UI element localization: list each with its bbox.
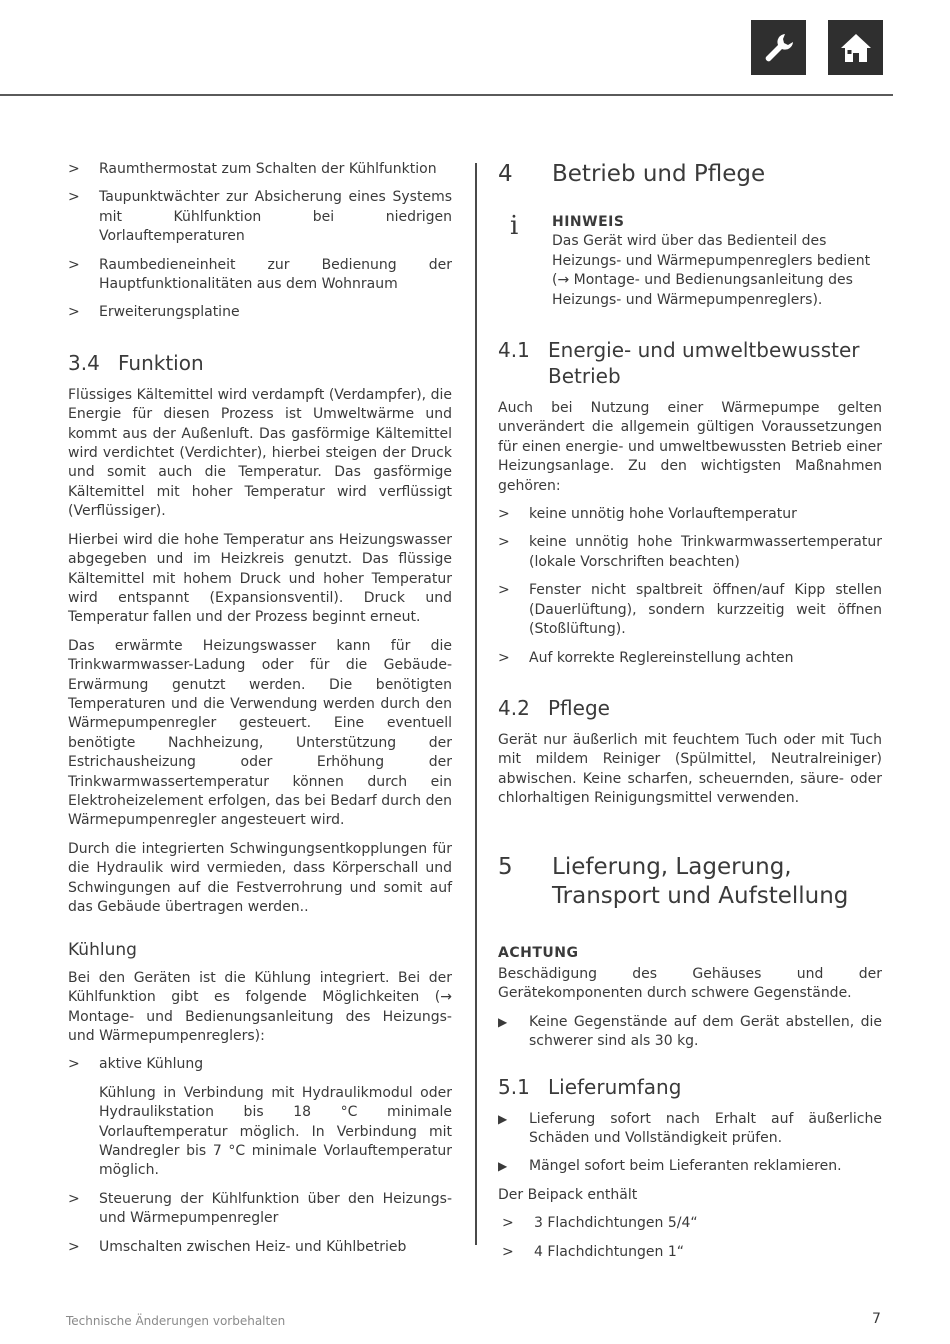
list-item: > Fenster nicht spaltbreit öffnen/auf Kipp stellen (Dauerlüftung), sondern kurzzeitig weit öffnen (Stoßlüftung). — [498, 581, 882, 639]
warning-actions — [498, 1013, 882, 1052]
section-number: 3.4 — [68, 350, 100, 375]
list-item: > Auf korrekte Reglereinstellung achten — [498, 649, 882, 668]
list-item: > Erweiterungsplatine — [68, 303, 452, 322]
section-title: Energie- und umweltbewusster Betrieb — [548, 338, 860, 389]
paragraph: Durch die integrierten Schwingungsentkopplungen für die Hydraulik wird vermieden, dass Körperschall und Schwingungen auf die Festverrohrung und somit auf das Gebäude übertragen werden.. — [68, 840, 452, 915]
list-item-detail: Kühlung in Verbindung mit Hydraulikmodul oder Hydraulikstation bis 18 °C minimale Vorlauftemperatur möglich. In Verbindung mit Wandregler bis 7 °C minimale Vorlauftemperatur möglich. — [99, 1084, 452, 1179]
section-number: 5.1 — [498, 1074, 530, 1099]
chapter-title: Betrieb und Pflege — [552, 161, 766, 187]
paragraph: Gerät nur äußerlich mit feuchtem Tuch oder mit Tuch mit mildem Reiniger (Spülmittel, Neutralreiniger) abwischen. Keine scharfen, scheuernden, säure- oder chlorhaltigen Reinigungsmittel verwenden. — [498, 731, 882, 807]
subheading-kuehlung: Kühlung — [68, 940, 137, 961]
list-item: > aktive Kühlung — [68, 1055, 452, 1074]
cooling-list-cont — [68, 1190, 452, 1257]
paragraph: Hierbei wird die hohe Temperatur ans Heizungswasser abgegeben und im Heizkreis genutzt. Das flüssige Kältemittel mit hohem Druck und hoher Temperatur wird entspannt (Expansionsventil). Druck und Temperatur fallen und der Prozess beginnt erneut. — [68, 531, 452, 626]
list-item: > Taupunktwächter zur Absicherung eines Systems mit Kühlfunktion bei niedrigen Vorlauftemperaturen — [68, 188, 452, 246]
left-column — [68, 160, 452, 1266]
wrench-icon[interactable] — [751, 20, 806, 75]
section-title: Pflege — [548, 695, 610, 720]
paragraph: Das erwärmte Heizungswasser kann für die Trinkwarmwasser-Ladung oder für die Gebäude-Erwärmung genutzt werden. Die benötigten Temperaturen und die Verwendung werden durch den Wärmepumpenregler gesteuert. Eine eventuell benötigte Nachheizung, Unterstützung der Estrichausheizung oder Erhöhung der Trinkwarmwassertemperatur können durch ein Elektroheizelement erfolgen, das bei Bedarf durch den Wärmepumpenregler angesteuert wird. — [68, 637, 452, 829]
section-heading-3-4 — [68, 350, 452, 376]
note-text: Das Gerät wird über das Bedienteil des Heizungs- und Wärmepumpenreglers bedient (→ Montage- und Bedienungsanleitung des Heizungs- und Wärmepumpenreglers). — [552, 233, 871, 308]
section-number: 4.1 — [498, 338, 530, 363]
list-item: > 4 Flachdichtungen 1“ — [498, 1243, 882, 1262]
section-heading-4-1 — [498, 337, 882, 389]
warning-title: ACHTUNG — [498, 944, 579, 961]
paragraph: Der Beipack enthält — [498, 1186, 638, 1203]
chapter-number: 4 — [498, 161, 513, 187]
section-number: 4.2 — [498, 695, 530, 720]
cooling-list — [68, 1055, 452, 1074]
list-item: > keine unnötig hohe Trinkwarmwassertemperatur (lokale Vorschriften beachten) — [498, 533, 882, 572]
home-icon[interactable] — [828, 20, 883, 75]
note-title: HINWEIS — [552, 214, 625, 230]
list-item: > Raumbedieneinheit zur Bedienung der Hauptfunktionalitäten aus dem Wohnraum — [68, 256, 452, 295]
paragraph: Flüssiges Kältemittel wird verdampft (Verdampfer), die Energie für diesen Prozess ist Umweltwärme und kommt aus der Außenluft. Das gasförmige Kältemittel wird verdichtet (Verdichter), hierbei steigen der Druck und somit auch die Temperatur. Das gasförmige Kältemittel mit hoher Temperatur wird verflüssigt (Verflüssiger). — [68, 386, 452, 520]
section-title: Funktion — [118, 350, 204, 375]
chapter-number: 5 — [498, 853, 513, 880]
chapter-heading-4 — [498, 160, 882, 189]
measures-list — [498, 505, 882, 668]
note-box — [510, 213, 882, 310]
paragraph: Auch bei Nutzung einer Wärmepumpe gelten unverändert die allgemein gültigen Voraussetzungen für einen energie- und umweltbewussten Betrieb einer Heizungsanlage. Zu den wichtigsten Maßnahmen gehören: — [498, 400, 882, 494]
delivery-actions — [498, 1110, 882, 1177]
section-heading-4-2 — [498, 695, 882, 721]
list-item: > Steuerung der Kühlfunktion über den Heizungs- und Wärmepumpenregler — [68, 1190, 452, 1229]
column-divider — [475, 163, 477, 1245]
page-number: 7 — [872, 1311, 881, 1327]
list-item: ▶ Keine Gegenstände auf dem Gerät abstellen, die schwerer sind als 30 kg. — [498, 1013, 882, 1052]
list-item: ▶ Mängel sofort beim Lieferanten reklamieren. — [498, 1157, 882, 1176]
chapter-title: Lieferung, Lagerung, Transport und Aufstellung — [552, 853, 849, 909]
footer-disclaimer: Technische Änderungen vorbehalten — [66, 1314, 286, 1328]
list-item: ▶ Lieferung sofort nach Erhalt auf äußerliche Schäden und Vollständigkeit prüfen. — [498, 1110, 882, 1149]
header-rule — [0, 94, 893, 96]
list-item: > 3 Flachdichtungen 5/4“ — [498, 1214, 882, 1233]
accessory-list — [68, 160, 452, 323]
right-column — [498, 160, 882, 1271]
list-item: > Umschalten zwischen Heiz- und Kühlbetrieb — [68, 1238, 452, 1257]
chapter-heading-5 — [498, 853, 882, 911]
section-heading-5-1 — [498, 1074, 882, 1100]
paragraph: Bei den Geräten ist die Kühlung integriert. Bei der Kühlfunktion gibt es folgende Möglichkeiten (→ Montage- und Bedienungsanleitung des Heizungs- und Wärmepumpenreglers): — [68, 969, 452, 1045]
list-item: > keine unnötig hohe Vorlauftemperatur — [498, 505, 882, 524]
warning-text: Beschädigung des Gehäuses und der Gerätekomponenten durch schwere Gegenstände. — [498, 965, 882, 1002]
section-title: Lieferumfang — [548, 1074, 682, 1099]
info-icon: i — [510, 211, 519, 241]
package-list — [498, 1214, 882, 1262]
list-item: > Raumthermostat zum Schalten der Kühlfunktion — [68, 160, 452, 179]
